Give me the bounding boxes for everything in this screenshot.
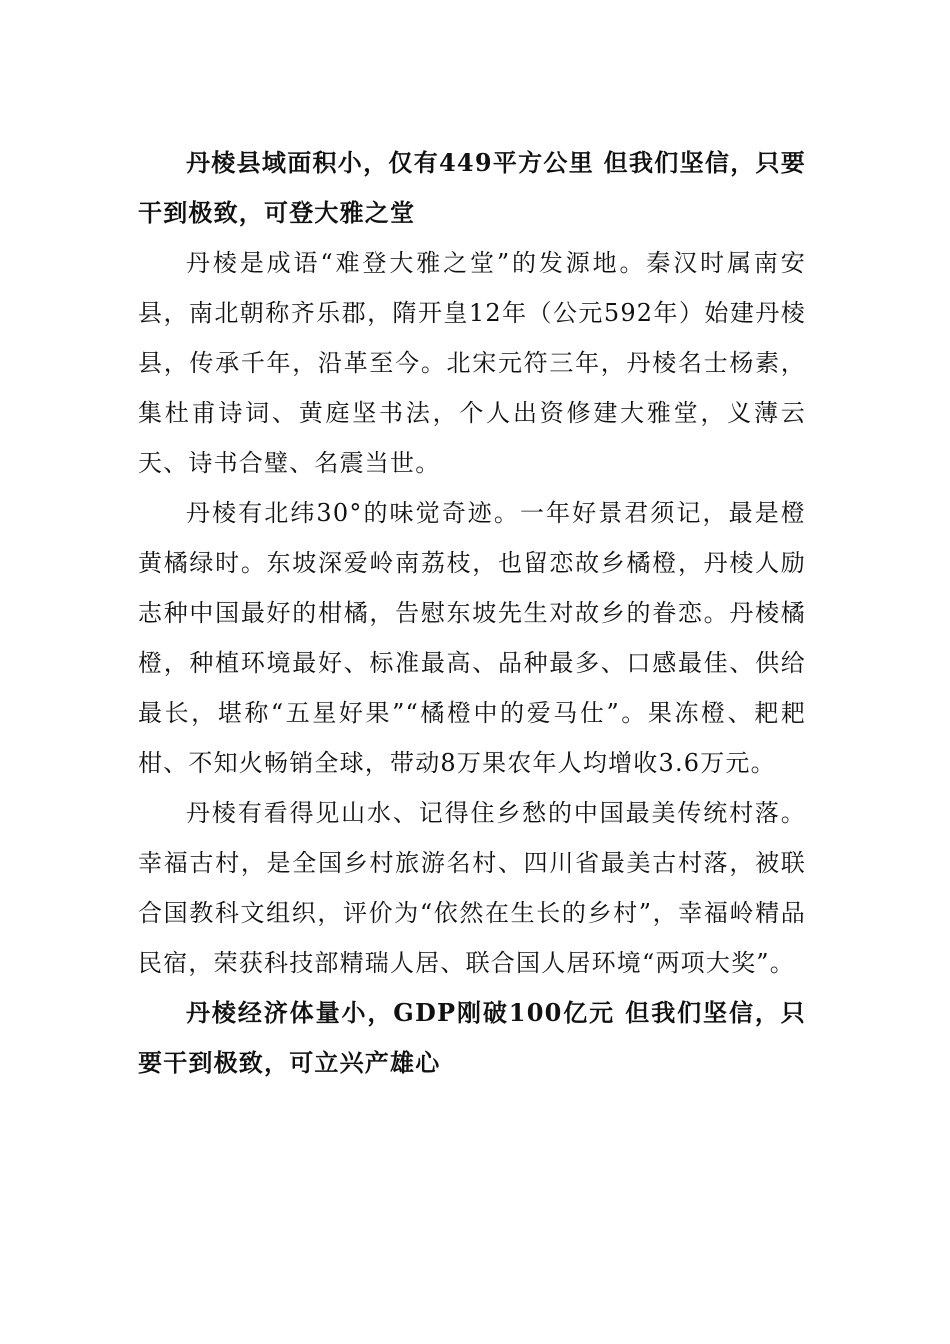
section-heading-area: 丹棱县域面积小，仅有449平方公里 但我们坚信，只要干到极致，可登大雅之堂 [138, 148, 806, 227]
paragraph-villages: 丹棱有看得见山水、记得住乡愁的中国最美传统村落。幸福古村，是全国乡村旅游名村、四川省最美古村落，被联合国教科文组织，评价为“依然在生长的乡村”，幸福岭精品民宿，荣获科技部精瑞人居、联合国人居环境“两项大奖”。 [138, 799, 806, 977]
document-body [138, 138, 806, 1088]
paragraph-citrus: 丹棱有北纬30°的味觉奇迹。一年好景君须记，最是橙黄橘绿时。东坡深爱岭南荔枝，也留恋故乡橘橙，丹棱人励志种中国最好的柑橘，告慰东坡先生对故乡的眷恋。丹棱橘橙，种植环境最好、标准最高、品种最多、口感最佳、供给最长，堪称“五星好果”“橘橙中的爱马仕”。果冻橙、耙耙柑、不知火畅销全球，带动8万果农年人均增收3.6万元。 [138, 499, 806, 777]
section-heading-economy: 丹棱经济体量小，GDP刚破100亿元 但我们坚信，只要干到极致，可立兴产雄心 [138, 998, 806, 1077]
paragraph-history: 丹棱是成语“难登大雅之堂”的发源地。秦汉时属南安县，南北朝称齐乐郡，隋开皇12年（公元592年）始建丹棱县，传承千年，沿革至今。北宋元符三年，丹棱名士杨素，集杜甫诗词、黄庭坚书法，个人出资修建大雅堂，义薄云天、诗书合璧、名震当世。 [138, 249, 806, 477]
